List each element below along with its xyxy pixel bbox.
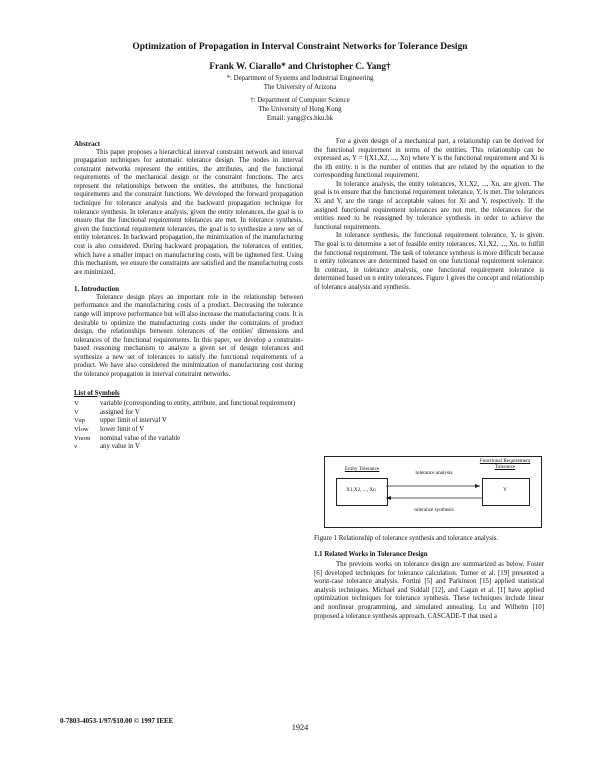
figure-caption <box>314 535 544 621</box>
symbol-desc: nominal value of the variable <box>100 434 181 442</box>
symbol-row <box>74 435 303 444</box>
symbol-key: Vlow <box>74 425 89 433</box>
symbol-desc: any value in V <box>100 443 140 451</box>
symbol-row <box>74 426 303 435</box>
right-column-top <box>314 138 544 292</box>
figure-arrows <box>324 456 542 528</box>
functional-requirement-var: Y <box>503 487 507 493</box>
abstract-text: This paper proposes a hierarchical interval constraint network and interval propagation techniques for automatic tolerance design. The nodes in interval constraint networks represent the entities, the attributes, and the functional requirements of the mechanical design or the constraint functions. The arcs represent the relationships between the entities, the attributes, the functional requirements and the constraint functions. We developed the forward propagation technique for tolerance analysis and the backward propagation technique for tolerance synthesis. In tolerance analysis, given the entity tolerances, the goal is to ensure that the functional requirement tolerances are met. In tolerance synthesis, given the functional requirement tolerances, the goal is to synthesize a new set of entity tolerances. In backward propagation, the minimization of the manufacturing cost is also considered. During backward propagation, the tolerances of entities, which have a smaller impact on manufacturing costs, will be tightened first. Using this mechanism, we ensure the constraints are satisfied and the manufacturing costs are minimized. <box>74 148 303 276</box>
affiliation-line: *: Department of Systems and Industrial Engineering <box>226 75 374 82</box>
affiliation-line: The University of Hong Kong <box>258 106 342 113</box>
copyright-footer: 0-7803-4053-1/97/$10.00 © 1997 IEEE <box>60 717 174 725</box>
symbol-row <box>74 409 303 418</box>
entity-vars: X1,X2, ..., Xn <box>346 487 376 493</box>
synthesis-arrow-head <box>386 496 391 500</box>
right-paragraph-1: For a given design of a mechanical part, a relationship can be derived for the functional requirement in terms of the entities. This relationship can be expressed as, Y = f(X1,X2, ..., Xn) where Y is the functional requirement and Xi is the ith entity. n is the number of entities that are related by the equation to the corresponding functional requirement. <box>314 138 544 180</box>
symbol-desc: upper limit of interval V <box>100 417 167 425</box>
symbol-key: V <box>74 400 79 408</box>
author-email: Email: yang@cs.hku.hk <box>266 115 334 122</box>
symbols-heading: List of Symbols <box>74 389 120 397</box>
symbol-row <box>74 417 303 426</box>
symbol-row <box>74 400 303 409</box>
functional-requirement-label: Functional Requirement Tolerance <box>479 458 531 470</box>
paper-title: Optimization of Propagation in Interval Constraint Networks for Tolerance Design <box>132 42 468 52</box>
introduction-heading: 1. Introduction <box>74 285 119 294</box>
page-number: 1924 <box>291 723 309 732</box>
related-works-heading: 1.1 Related Works in Tolerance Design <box>314 550 428 558</box>
symbol-desc: variable (corresponding to entity, attribute, and functional requirement) <box>100 400 296 408</box>
affiliation-line: The University of Arizona <box>263 84 337 91</box>
affiliation-line: †: Department of Computer Science <box>250 97 350 104</box>
symbol-key: Vnom <box>74 434 91 442</box>
symbol-desc: lower limit of V <box>100 425 145 433</box>
figure-1 <box>324 456 542 528</box>
introduction-text: Tolerance design plays an important role in the relationship between performance and the manufacturing costs of a product. Decreasing the tolerance range will improve performance but will also increase the manufacturing costs. It is desirable to optimize the manufacturing costs under the constraints of product design, the relationships between tolerances of the entities' dimensions and tolerances of the functional requirements. In this paper, we develop a constraint-based reasoning mechanism to analyze a given set of design tolerances and synthesize a new set of tolerances to satisfy the functional requirements of a product. We have also considered the minimization of manufacturing cost during the tolerance propagation in interval constraint networks. <box>74 293 304 379</box>
left-column <box>74 140 303 452</box>
tolerance-analysis-label: tolerance analysis <box>415 470 453 476</box>
entity-tolerance-label: Entity Tolerance <box>344 466 380 472</box>
figure-1-caption: Figure 1 Relationship of tolerance synthesis and tolerance analysis. <box>314 535 499 542</box>
related-works-text: The previous works on tolerance design are summarized as below. Foster [6] developed techniques for tolerance calculation. Turner et al. [19] presented a worst-case tolerance analysis. Fortini [5] and Parkinson [15] applied statistical analysis techniques. Michael and Siddall [12], and Cagan et al. [1] have applied optimization techniques for tolerance synthesis. These techniques include linear and nonlinear programming, and simulated annealing. Lu and Wilhelm [10] proposed a tolerance synthesis approach. CASCADE-T that used a <box>314 561 544 620</box>
analysis-arrow-head <box>475 484 480 488</box>
symbol-key: V <box>74 408 79 416</box>
symbol-key: Vup <box>74 417 85 425</box>
tolerance-synthesis-label: tolerance synthesis <box>414 507 454 513</box>
symbol-desc: assigned for V <box>100 408 140 416</box>
right-paragraph-3: In tolerance synthesis, the functional requirement tolerance, Y, is given. The goal is to determine a set of feasible entity tolerances, X1,X2, ..., Xn, to fulfill the functional requirement. The task of tolerance synthesis is more difficult because n entity tolerances are determined based on one functional requirement tolerance. In contrast, in tolerance analysis, one functional requirement tolerance is determined based on n entity tolerances. Figure 1 gives the concept and relationship of tolerance analysis and synthesis. <box>314 232 544 291</box>
paper-authors: Frank W. Ciarallo* and Christopher C. Yang† <box>209 61 391 71</box>
abstract-heading: Abstract <box>74 140 101 148</box>
right-paragraph-2: In tolerance analysis, the entity tolerances, X1,X2, ..., Xn, are given. The goal is to ensure that the functional requirement tolerance, Y, is met. The tolerances Xi and Y, are the range of acceptable values for Xi and Y, respectively. If the assigned functional requirement tolerances are not met, the tolerances for the entities need to be reassigned by tolerance synthesis in order to achieve the functional requirements. <box>314 180 544 231</box>
symbol-key: v <box>74 443 78 451</box>
symbol-row <box>74 443 303 452</box>
